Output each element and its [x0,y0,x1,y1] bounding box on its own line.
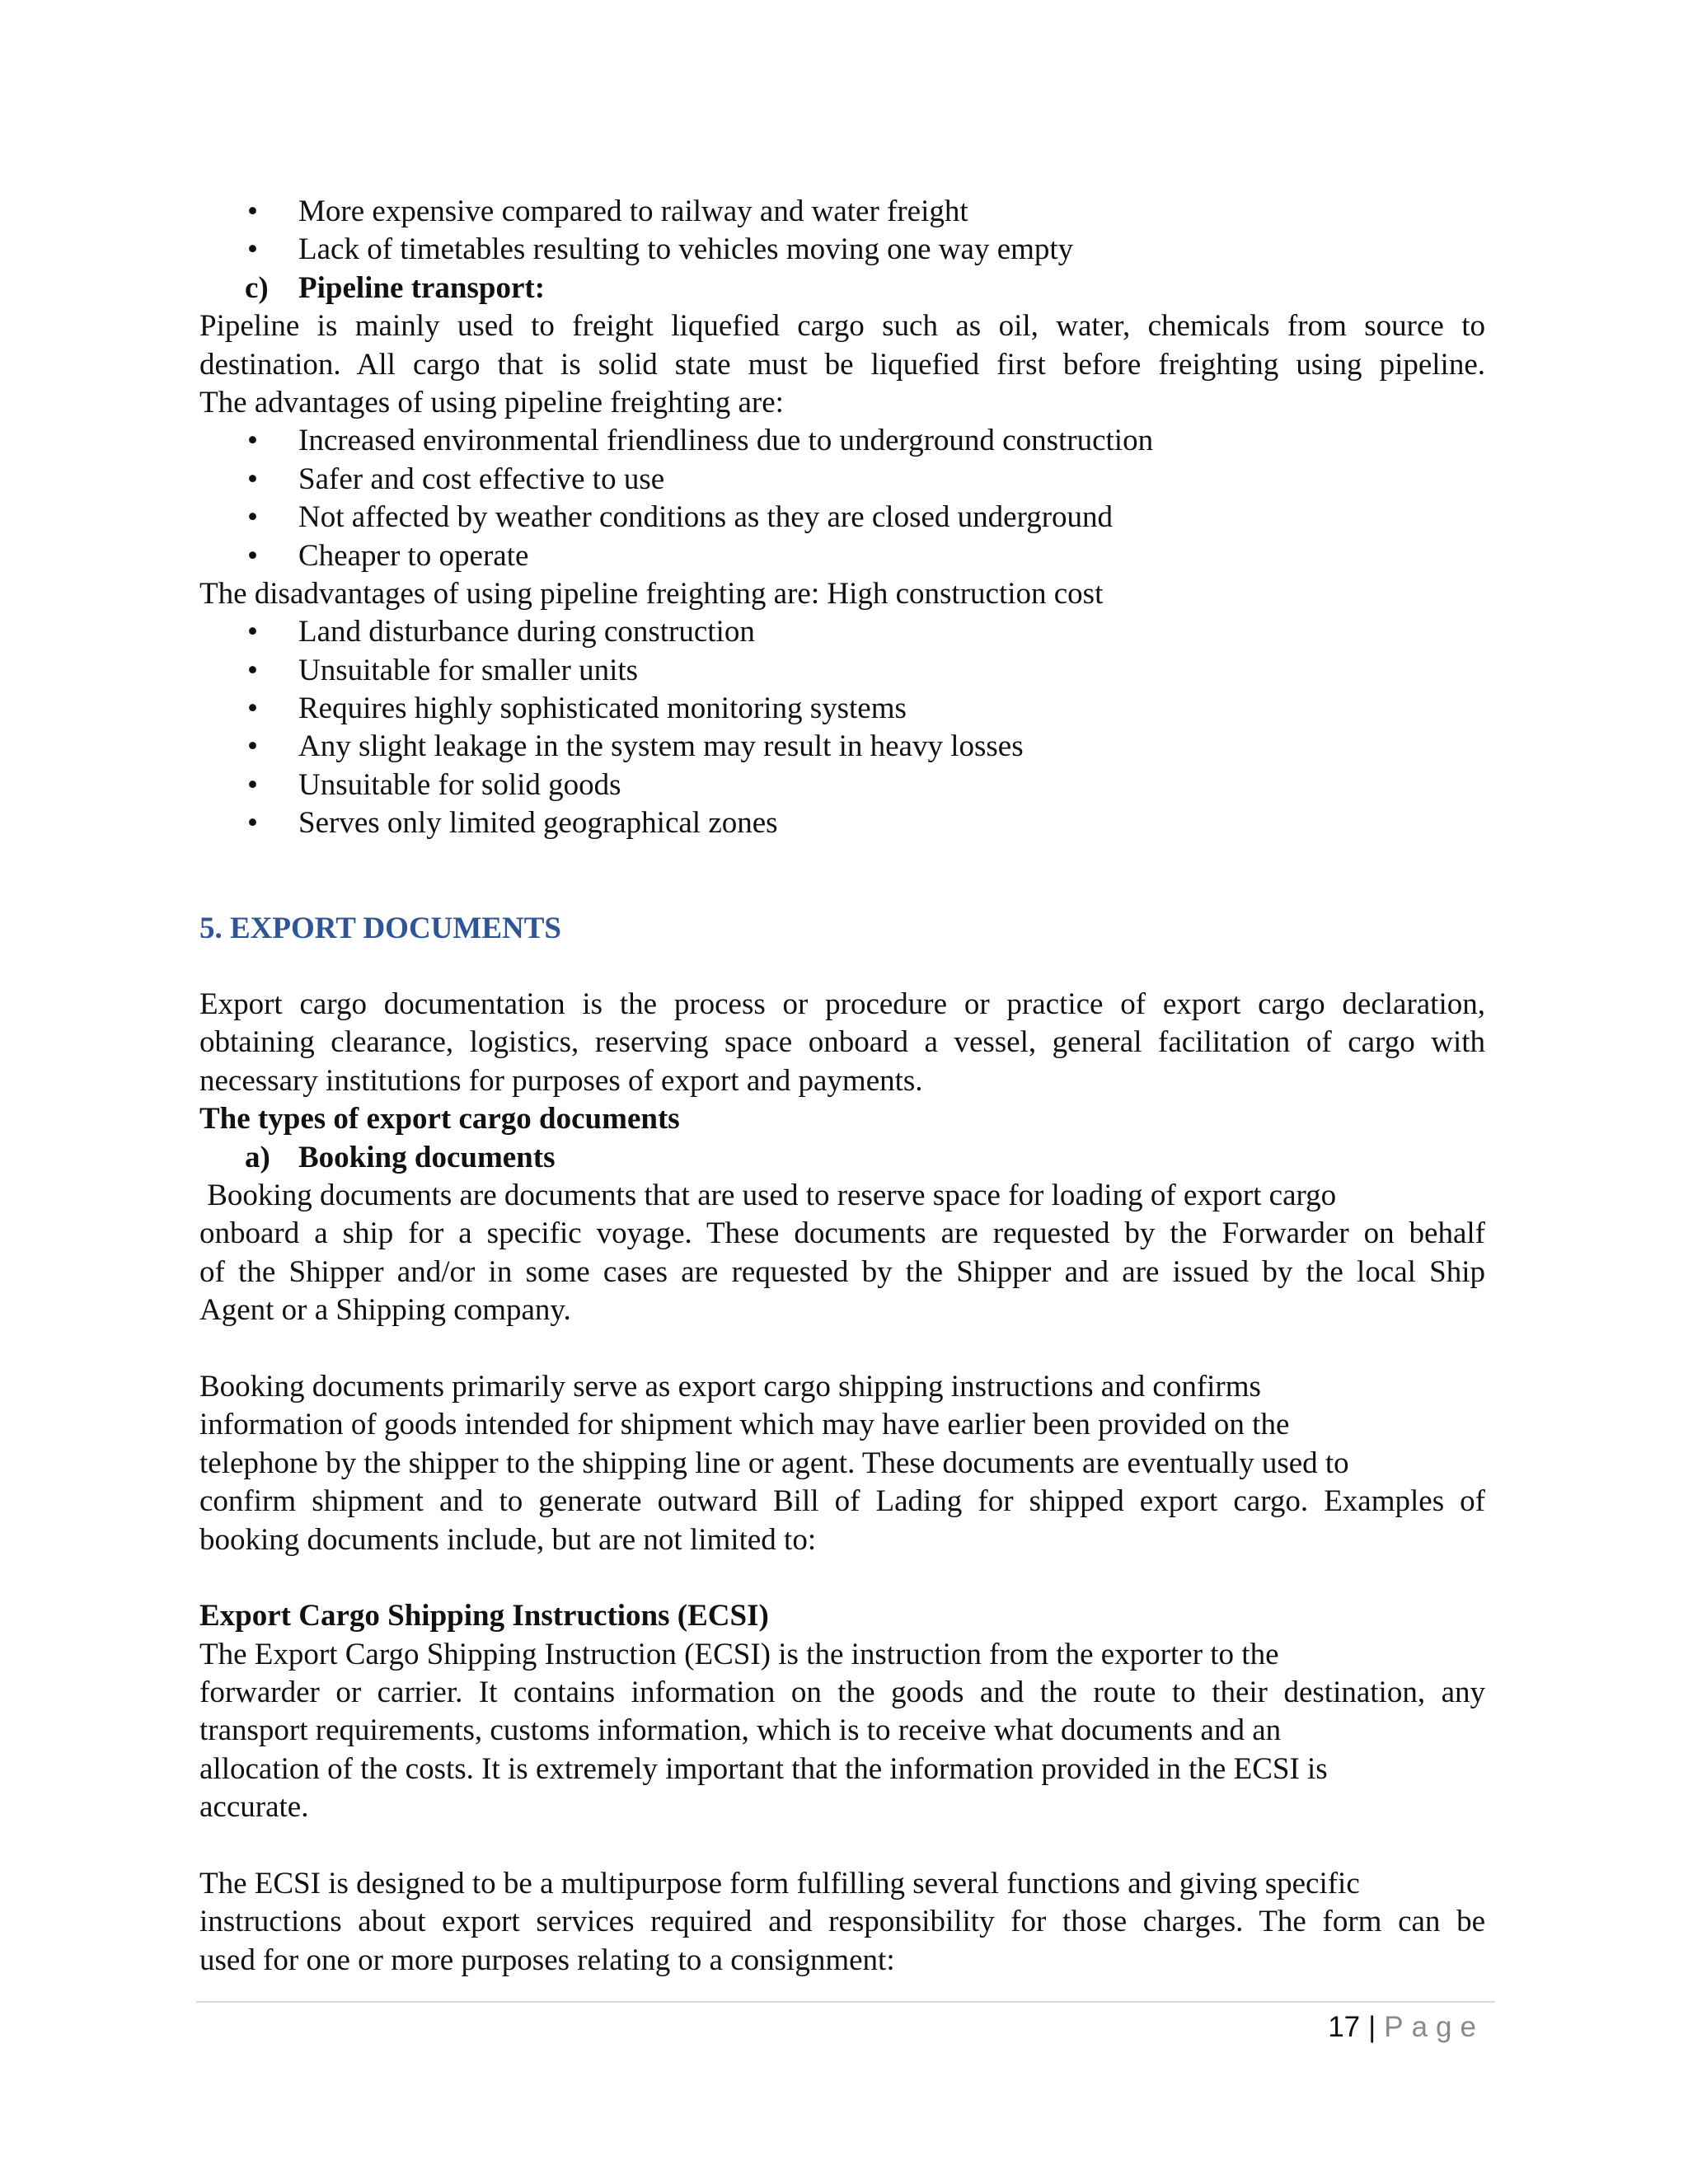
bullet-icon: • [247,615,258,649]
paragraph-line: The advantages of using pipeline freighting are: [199,385,784,419]
paragraph-line: Booking documents are documents that are used to reserve space for loading of export cargo [199,1178,1337,1212]
list-item-text: Requires highly sophisticated monitoring systems [298,691,907,726]
paragraph-line: forwarder or carrier. It contains information on the goods and the route to their destination, any [199,1675,1485,1710]
list-item [199,804,1485,842]
page-footer [1328,2008,1484,2047]
list-item-text: Lack of timetables resulting to vehicles moving one way empty [298,232,1074,267]
bullet-icon: • [247,232,258,267]
paragraph-line: booking documents include, but are not limited to: [199,1522,817,1557]
list-item [199,690,1485,728]
list-item-text: Cheaper to operate [298,538,529,573]
paragraph-line: obtaining clearance, logistics, reserving space onboard a vessel, general facilitation of cargo with [199,1025,1485,1060]
list-item [199,652,1485,690]
list-item [199,422,1485,460]
list-item [199,231,1485,269]
paragraph-line: Agent or a Shipping company. [199,1293,571,1328]
paragraph-line: confirm shipment and to generate outward Bill of Lading for shipped export cargo. Examples of [199,1484,1485,1519]
pipeline-transport-heading [199,269,1485,307]
section-heading: 5. EXPORT DOCUMENTS [199,911,561,945]
booking-documents-heading [199,1139,1485,1177]
list-item [199,537,1485,575]
list-item-text: Not affected by weather conditions as they are closed underground [298,500,1114,535]
paragraph-line: allocation of the costs. It is extremely important that the information provided in the ECSI is [199,1751,1328,1786]
bullet-icon: • [247,194,258,228]
paragraph-line: used for one or more purposes relating to a consignment: [199,1943,895,1977]
list-item [199,766,1485,804]
bullet-icon: • [247,767,258,802]
subheading-label: Booking documents [298,1140,556,1174]
paragraph-spacer [199,1827,1485,1865]
list-item [199,193,1485,231]
footer-divider [196,2001,1495,2003]
list-item [199,728,1485,766]
paragraph-line: The Export Cargo Shipping Instruction (ECSI) is the instruction from the exporter to the [199,1637,1279,1671]
list-item [199,499,1485,537]
paragraph-spacer [199,1330,1485,1368]
bullet-icon: • [247,653,258,687]
paragraph-line: Booking documents primarily serve as export cargo shipping instructions and confirms [199,1369,1261,1404]
list-item-text: Any slight leakage in the system may result in heavy losses [298,729,1024,764]
bullet-icon: • [247,691,258,726]
paragraph-line: accurate. [199,1790,309,1825]
paragraph-line: Pipeline is mainly used to freight liquefied cargo such as oil, water, chemicals from source to [199,309,1485,344]
list-item-text: Unsuitable for solid goods [298,767,621,802]
list-item-text: Serves only limited geographical zones [298,806,778,841]
subheading-label: Pipeline transport: [298,270,546,305]
footer-separator: | [1368,2011,1376,2043]
list-item-text: Unsuitable for smaller units [298,653,639,687]
list-item-text: More expensive compared to railway and water freight [298,194,968,228]
paragraph-line: The ECSI is designed to be a multipurpose form fulfilling several functions and giving specific [199,1867,1360,1901]
page-body [199,193,1485,1980]
paragraph-line: instructions about export services required and responsibility for those charges. The form can be [199,1905,1485,1939]
paragraph-line: of the Shipper and/or in some cases are requested by the Shipper and are issued by the local Ship [199,1254,1485,1289]
paragraph-line: transport requirements, customs information, which is to receive what documents and an [199,1713,1282,1748]
section-spacer [199,948,1485,986]
page-number: 17 [1328,2011,1361,2043]
list-item [199,461,1485,499]
paragraph-line: necessary institutions for purposes of export and payments. [199,1063,923,1098]
paragraph-line: onboard a ship for a specific voyage. These documents are requested by the Forwarder on behalf [199,1216,1485,1251]
bullet-icon: • [247,729,258,764]
paragraph-line: information of goods intended for shipment which may have earlier been provided on the [199,1408,1290,1442]
ecsi-heading: Export Cargo Shipping Instructions (ECSI) [199,1599,769,1633]
paragraph-line: destination. All cargo that is solid state must be liquefied first before freighting using pipeline. [199,347,1485,382]
section-spacer [199,843,1485,910]
list-item-text: Increased environmental friendliness due to underground construction [298,424,1154,458]
bullet-icon: • [247,500,258,535]
paragraph-line: telephone by the shipper to the shipping line or agent. These documents are eventually used to [199,1446,1349,1480]
bullet-icon: • [247,806,258,841]
list-marker: c) [245,270,269,305]
bullet-icon: • [247,462,258,496]
list-item-text: Safer and cost effective to use [298,462,665,496]
list-item-text: Land disturbance during construction [298,615,755,649]
list-marker: a) [245,1140,270,1174]
paragraph-spacer [199,1559,1485,1597]
page-label: Page [1384,2011,1484,2043]
paragraph-line: Export cargo documentation is the process or procedure or practice of export cargo declaration, [199,987,1485,1022]
types-heading: The types of export cargo documents [199,1102,680,1137]
bullet-icon: • [247,538,258,573]
paragraph-line: The disadvantages of using pipeline freighting are: High construction cost [199,576,1104,611]
bullet-icon: • [247,424,258,458]
list-item [199,613,1485,651]
